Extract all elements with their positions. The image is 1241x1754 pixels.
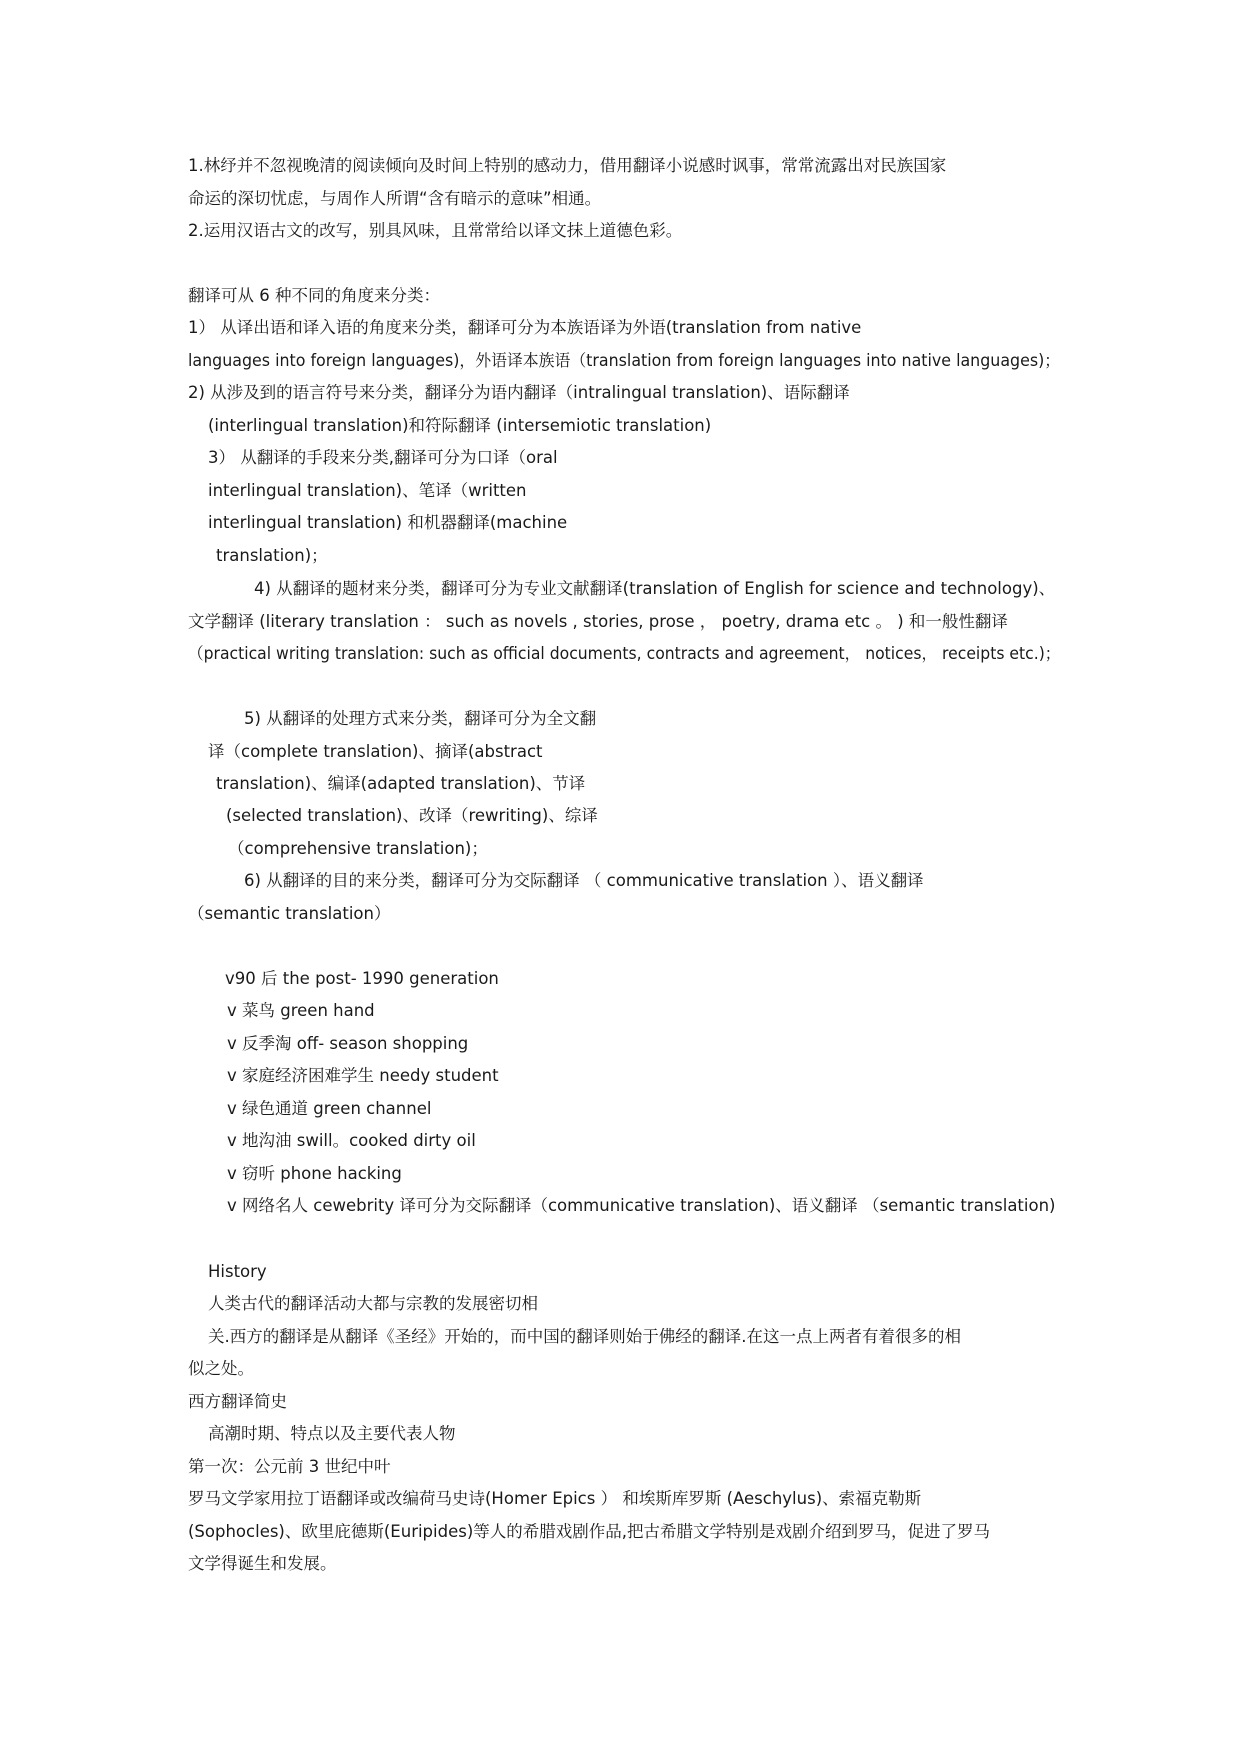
history-line-3: 似之处。: [188, 1359, 254, 1378]
classify-1-line-a: 1） 从译出语和译入语的角度来分类，翻译可分为本族语译为外语(translation from native: [188, 318, 862, 337]
classify-1-line-b: languages into foreign languages)，外语译本族语（translation from foreign languages into native languages)；: [188, 351, 1061, 370]
classify-3-line-d: translation)；: [216, 546, 328, 565]
vocab-item: v 菜鸟 green hand: [227, 1001, 375, 1020]
vocab-item: v 窃听 phone hacking: [227, 1164, 402, 1183]
history-subheading: 西方翻译简史: [188, 1392, 287, 1411]
vocab-item: v 反季淘 off- season shopping: [227, 1034, 469, 1053]
history-line-1: 人类古代的翻译活动大都与宗教的发展密切相: [208, 1294, 538, 1313]
history-period-1: 第一次：公元前 3 世纪中叶: [188, 1457, 391, 1476]
history-line-9: 文学得诞生和发展。: [188, 1554, 337, 1573]
vocab-item: v 绿色通道 green channel: [227, 1099, 432, 1118]
intro-line-2: 命运的深切忧虑，与周作人所谓“含有暗示的意味”相通。: [188, 189, 602, 208]
vocab-item: v 网络名人 cewebrity 译可分为交际翻译（communicative translation)、语义翻译 （semantic translation): [227, 1196, 1056, 1215]
history-line-2: 关.西方的翻译是从翻译《圣经》开始的，而中国的翻译则始于佛经的翻译.在这一点上两者有着很多的相: [208, 1327, 961, 1346]
classify-2-line-a: 2) 从涉及到的语言符号来分类，翻译分为语内翻译（intralingual translation)、语际翻译: [188, 383, 850, 402]
classify-5-line-e: （comprehensive translation)；: [228, 839, 488, 858]
intro-line-1: 1.林纾并不忽视晚清的阅读倾向及时间上特别的感动力，借用翻译小说感时讽事，常常流露出对民族国家: [188, 156, 947, 175]
classify-5-line-d: (selected translation)、改译（rewriting)、综译: [226, 806, 598, 825]
classify-4-line-b: 文学翻译 (literary translation ： such as novels , stories, prose ， poetry, drama etc 。 ) 和一般性翻译: [188, 612, 1008, 631]
classify-5-line-a: 5) 从翻译的处理方式来分类，翻译可分为全文翻: [244, 709, 597, 728]
history-line-8: (Sophocles)、欧里庇德斯(Euripides)等人的希腊戏剧作品,把古希腊文学特别是戏剧介绍到罗马，促进了罗马: [188, 1522, 991, 1541]
classify-6-line-b: （semantic translation）: [188, 904, 391, 923]
classify-6-line-a: 6) 从翻译的目的来分类，翻译可分为交际翻译 （ communicative translation ）、语义翻译: [244, 871, 924, 890]
classify-3-line-c: interlingual translation) 和机器翻译(machine: [208, 513, 568, 532]
history-line-5: 高潮时期、特点以及主要代表人物: [208, 1424, 456, 1443]
classify-heading: 翻译可从 6 种不同的角度来分类：: [188, 286, 440, 305]
history-line-7: 罗马文学家用拉丁语翻译或改编荷马史诗(Homer Epics ） 和埃斯库罗斯 (Aeschylus)、索福克勒斯: [188, 1489, 922, 1508]
intro-line-3: 2.运用汉语古文的改写，别具风味，且常常给以译文抹上道德色彩。: [188, 221, 683, 240]
classify-4-line-a: 4) 从翻译的题材来分类，翻译可分为专业文献翻译(translation of English for science and technology)、: [254, 579, 1056, 598]
vocab-item: v 家庭经济困难学生 needy student: [227, 1066, 499, 1085]
classify-5-line-c: translation)、编译(adapted translation)、节译: [216, 774, 586, 793]
classify-4-line-c: （practical writing translation: such as official documents, contracts and agreement， notices， receipts etc.)；: [188, 644, 1061, 663]
vocab-item: v 地沟油 swill。cooked dirty oil: [227, 1131, 476, 1150]
history-title: History: [208, 1262, 267, 1281]
classify-3-line-a: 3） 从翻译的手段来分类,翻译可分为口译（oral: [208, 448, 558, 467]
classify-5-line-b: 译（complete translation)、摘译(abstract: [208, 742, 543, 761]
classify-2-line-b: (interlingual translation)和符际翻译 (intersemiotic translation): [208, 416, 712, 435]
vocab-item: v90 后 the post- 1990 generation: [225, 969, 499, 988]
classify-3-line-b: interlingual translation)、笔译（written: [208, 481, 527, 500]
